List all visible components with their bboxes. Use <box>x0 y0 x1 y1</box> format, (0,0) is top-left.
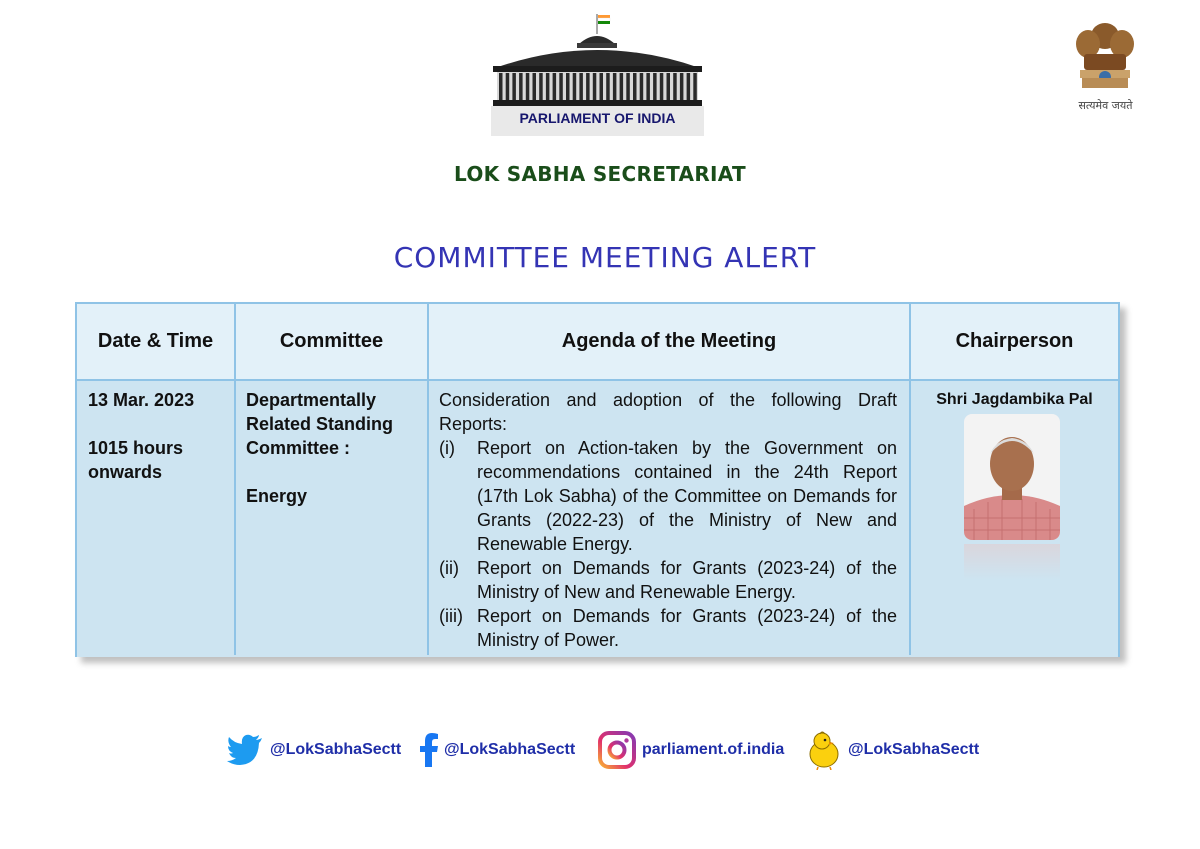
instagram-link[interactable] <box>598 728 784 772</box>
chairperson-name: Shri Jagdambika Pal <box>936 391 1093 408</box>
agenda-cell <box>439 381 897 652</box>
twitter-handle: @LokSabhaSectt <box>270 741 402 758</box>
agenda-item-number: (ii) <box>439 558 459 578</box>
meeting-time: 1015 hours onwards <box>88 438 184 482</box>
agenda-item-number: (i) <box>439 438 455 458</box>
twitter-link[interactable] <box>226 728 401 772</box>
emblem-motto: सत्यमेव जयते <box>1078 99 1133 112</box>
committee-name: Departmentally Related Standing Committee : <box>246 390 394 458</box>
lion-capital-emblem-icon <box>1058 14 1153 98</box>
twitter-icon <box>226 734 264 766</box>
agenda-item-text: Report on Action-taken by the Government on recommendations contained in the 24th Report (17th Lok Sabha) of the Committee on Demands for Grants (2022-23) of the Ministry of New and Renewable Energy. <box>477 438 897 554</box>
header-date-time: Date & Time <box>97 330 214 352</box>
parliament-logo-label: PARLIAMENT OF INDIA <box>519 110 676 126</box>
secretariat-title: LOK SABHA SECRETARIAT <box>454 162 746 186</box>
koo-bird-icon <box>806 730 842 770</box>
agenda-item <box>439 436 897 556</box>
agenda-list <box>439 436 897 652</box>
committee-cell <box>246 381 421 508</box>
date-time-cell <box>88 381 228 484</box>
header-agenda: Agenda of the Meeting <box>561 330 777 352</box>
header-chairperson: Chairperson <box>955 330 1074 352</box>
alert-title: COMMITTEE MEETING ALERT <box>393 241 817 274</box>
facebook-link[interactable] <box>420 728 575 772</box>
koo-handle: @LokSabhaSectt <box>848 741 980 758</box>
agenda-item-number: (iii) <box>439 606 463 626</box>
facebook-icon <box>420 733 438 767</box>
instagram-handle: parliament.of.india <box>642 741 785 758</box>
agenda-item-text: Report on Demands for Grants (2023-24) of the Ministry of Power. <box>477 606 897 650</box>
agenda-item-text: Report on Demands for Grants (2023-24) of the Ministry of New and Renewable Energy. <box>477 558 897 602</box>
agenda-item <box>439 556 897 604</box>
meeting-date: 13 Mar. 2023 <box>88 390 195 410</box>
meeting-table <box>75 302 1120 657</box>
agenda-item <box>439 604 897 652</box>
committee-subject: Energy <box>246 486 308 506</box>
koo-link[interactable] <box>806 728 979 772</box>
header-committee: Committee <box>279 330 384 352</box>
national-emblem <box>1058 14 1168 134</box>
chairperson-photo-reflection <box>964 544 1060 580</box>
parliament-logo <box>485 10 710 140</box>
facebook-handle: @LokSabhaSectt <box>444 741 576 758</box>
instagram-icon <box>598 731 636 769</box>
chairperson-photo <box>964 414 1060 540</box>
agenda-intro: Consideration and adoption of the following Draft Reports: <box>439 390 897 434</box>
